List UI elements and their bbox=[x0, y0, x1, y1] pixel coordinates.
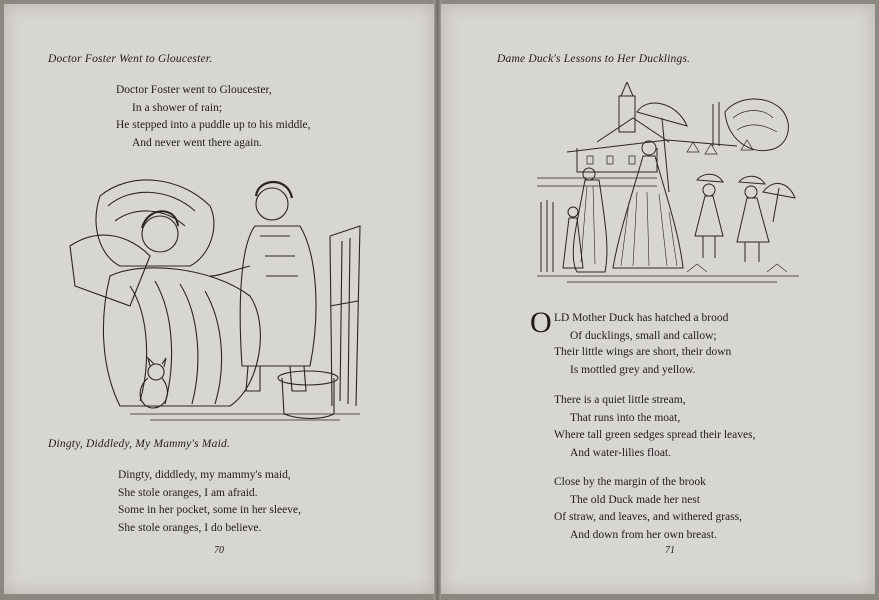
page-number-right: 71 bbox=[665, 545, 675, 556]
stanza-1-rest bbox=[554, 344, 731, 379]
verse-line: In a shower of rain; bbox=[132, 101, 223, 114]
poem-doctor-foster bbox=[116, 82, 311, 152]
verse-line: Close by the margin of the brook bbox=[554, 476, 706, 488]
stanza-2 bbox=[554, 392, 755, 462]
verse-line: And never went there again. bbox=[132, 136, 262, 149]
verse-line: Their little wings are short, their down bbox=[554, 346, 732, 358]
stanza-3 bbox=[554, 474, 742, 544]
verse-line: Dingty, diddledy, my mammy's maid, bbox=[118, 469, 291, 481]
verse-line: Is mottled grey and yellow. bbox=[570, 363, 696, 376]
stanza-1 bbox=[554, 310, 728, 345]
verse-line bbox=[554, 310, 728, 328]
book-gutter bbox=[434, 0, 441, 600]
right-page bbox=[441, 4, 875, 594]
verse-line: Of ducklings, small and callow; bbox=[570, 329, 717, 342]
heading-dame-duck: Dame Duck's Lessons to Her Ducklings. bbox=[497, 53, 691, 65]
page-number-left: 70 bbox=[214, 545, 224, 556]
verse-line: And down from her own breast. bbox=[570, 528, 717, 541]
verse-line: That runs into the moat, bbox=[570, 411, 681, 424]
dame-duck-illustration bbox=[537, 82, 799, 292]
verse-line: Of straw, and leaves, and withered grass, bbox=[554, 511, 742, 523]
verse-line: He stepped into a puddle up to his middle, bbox=[116, 119, 311, 131]
left-page bbox=[4, 4, 434, 594]
heading-dingty-diddledy: Dingty, Diddledy, My Mammy's Maid. bbox=[48, 438, 231, 450]
verse-line: And water-lilies float. bbox=[570, 446, 672, 459]
verse-line: She stole oranges, I am afraid. bbox=[118, 486, 258, 499]
verse-line: There is a quiet little stream, bbox=[554, 394, 686, 406]
doctor-illustration bbox=[60, 166, 380, 426]
verse-line: She stole oranges, I do believe. bbox=[118, 521, 262, 534]
verse-line: Where tall green sedges spread their leaves, bbox=[554, 429, 756, 441]
verse-line: Doctor Foster went to Gloucester, bbox=[116, 84, 272, 96]
poem-dingty-diddledy bbox=[118, 467, 301, 537]
verse-line: Some in her pocket, some in her sleeve, bbox=[118, 504, 301, 516]
verse-line-first: LD Mother Duck has hatched a brood bbox=[554, 312, 729, 324]
drop-cap: O bbox=[530, 306, 552, 339]
verse-line: The old Duck made her nest bbox=[570, 493, 700, 506]
heading-doctor-foster: Doctor Foster Went to Gloucester. bbox=[48, 53, 213, 65]
